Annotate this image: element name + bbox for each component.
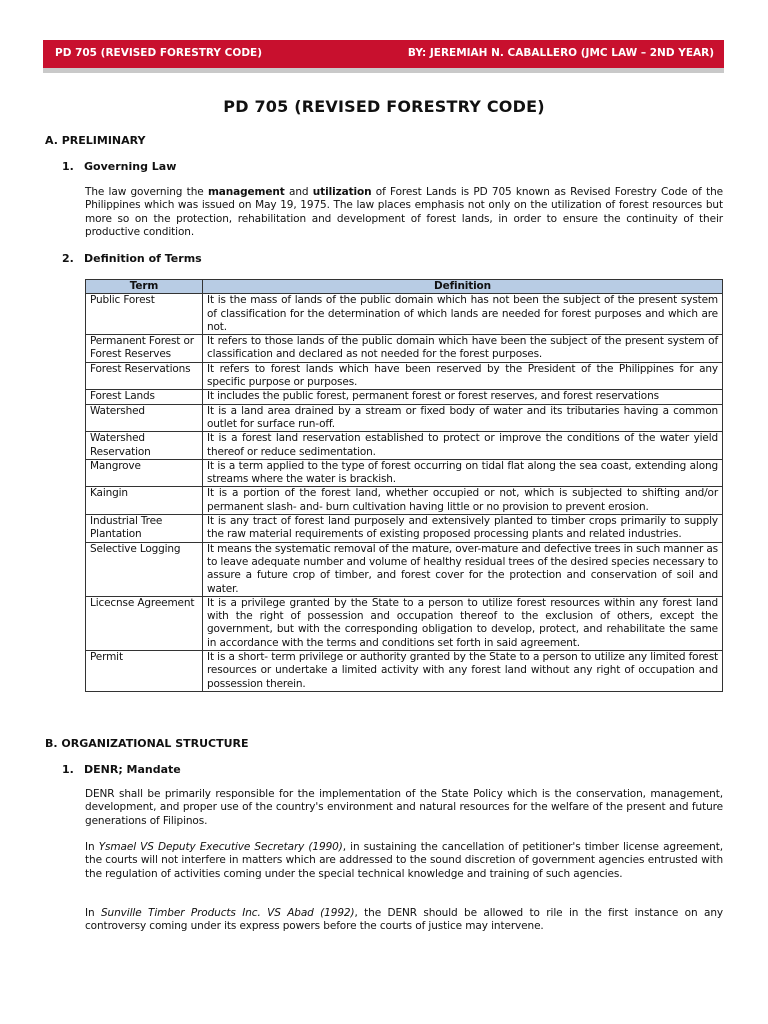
sunville-case-paragraph	[85, 907, 723, 934]
definition-cell: It is a short- term privilege or authority granted by the State to a person to utilize any limited forest resources or undertake a limited activity with any forest land without any right of occupation and possession therein.	[203, 651, 723, 692]
definition-cell: It is any tract of forest land purposely and extensively planted to timber crops primarily to supply the raw material requirements of existing proposed processing plants and related industries.	[203, 515, 723, 543]
definition-cell: It means the systematic removal of the mature, over-mature and defective trees in such manner as to leave adequate number and volume of healthy residual trees of the desired species necessary to assure a future crop of timber, and forest cover for the protection and conservation of soil and water.	[203, 542, 723, 596]
ysmael-case-paragraph	[85, 841, 723, 881]
term-cell: Kaingin	[86, 487, 203, 515]
table-body	[86, 294, 723, 692]
definition-cell: It is a privilege granted by the State to a person to utilize forest resources within any forest land with the right of possession and occupation thereof to the exclusion of others, except the government, but with the corresponding obligation to develop, protect, and rehabilitate the same in accordance with the terms and conditions set forth in said agreement.	[203, 596, 723, 650]
subsection-definition-of-terms	[62, 252, 202, 265]
text-run: , the DENR should be allowed to rile in the first instance on any controversy coming under its express powers before the courts of justice may intervene.	[85, 907, 723, 933]
document-title: PD 705 (REVISED FORESTRY CODE)	[223, 97, 545, 116]
page-header-bar	[43, 40, 724, 68]
header-right-text: BY: JEREMIAH N. CABALLERO (JMC LAW – 2ND YEAR)	[407, 47, 714, 59]
table-row	[86, 542, 723, 596]
definition-cell: It is the mass of lands of the public domain which has not been the subject of the present system of classification for the determination of which lands are needed for forest purposes and which are not.	[203, 294, 723, 335]
definition-cell: It is a term applied to the type of forest occurring on tidal flat along the sea coast, extending along streams where the water is brackish.	[203, 459, 723, 487]
header-divider	[43, 68, 724, 73]
definition-cell: It includes the public forest, permanent forest or forest reserves, and forest reservations	[203, 390, 723, 404]
subsection-governing-law	[62, 160, 176, 173]
table-row	[86, 487, 723, 515]
table-row	[86, 335, 723, 363]
definition-cell: It refers to those lands of the public domain which have been the subject of the present system of classification and declared as not needed for the forest purposes.	[203, 335, 723, 363]
definition-cell: It is a land area drained by a stream or fixed body of water and its tributaries having a common outlet for surface run-off.	[203, 404, 723, 432]
definition-cell: It is a forest land reservation established to protect or improve the conditions of the water yield thereof or reduce sedimentation.	[203, 432, 723, 460]
term-cell: Watershed	[86, 404, 203, 432]
subsection-heading: Governing Law	[84, 160, 177, 173]
table-header-row	[86, 280, 723, 294]
header-left-text: PD 705 (REVISED FORESTRY CODE)	[55, 47, 263, 59]
table-row	[86, 404, 723, 432]
term-cell: Industrial Tree Plantation	[86, 515, 203, 543]
term-cell: Forest Reservations	[86, 362, 203, 390]
subsection-number: 2.	[62, 252, 74, 265]
subsection-number: 1.	[62, 763, 74, 776]
table-row	[86, 651, 723, 692]
table-row	[86, 294, 723, 335]
term-cell: Selective Logging	[86, 542, 203, 596]
case-citation: Sunville Timber Products Inc. VS Abad (1992)	[100, 907, 355, 919]
column-header-term: Term	[86, 280, 203, 294]
text-run: In	[85, 907, 101, 919]
term-cell: Licecnse Agreement	[86, 596, 203, 650]
term-cell: Forest Lands	[86, 390, 203, 404]
subsection-number: 1.	[62, 160, 74, 173]
table-row	[86, 432, 723, 460]
subsection-heading: DENR; Mandate	[84, 763, 181, 776]
bold-term: utilization	[312, 186, 372, 198]
text-run: The law governing the	[85, 186, 208, 198]
table-row	[86, 515, 723, 543]
table-row	[86, 390, 723, 404]
term-cell: Public Forest	[86, 294, 203, 335]
subsection-denr-mandate	[62, 763, 181, 776]
definition-cell: It refers to forest lands which have been reserved by the President of the Philippines for any specific purpose or purposes.	[203, 362, 723, 390]
table-row	[86, 596, 723, 650]
denr-mandate-paragraph: DENR shall be primarily responsible for the implementation of the State Policy which is the conservation, management, development, and proper use of the country's environment and natural resources for the welfare of the present and future generations of Filipinos.	[85, 788, 723, 827]
definitions-table	[85, 279, 723, 692]
table-row	[86, 459, 723, 487]
term-cell: Mangrove	[86, 459, 203, 487]
text-run: , in sustaining the cancellation of petitioner's timber license agreement, the courts will not interfere in matters which are addressed to the sound discretion of government agencies entrusted with the regulation of activities coming under the special technical knowledge and training of such agencies.	[85, 841, 723, 880]
subsection-heading: Definition of Terms	[84, 252, 202, 265]
section-b-heading: B. ORGANIZATIONAL STRUCTURE	[45, 737, 249, 750]
text-run: In	[85, 841, 99, 853]
text-run: of Forest Lands is PD 705 known as Revised Forestry Code of the Philippines which was issued on May 19, 1975. The law places emphasis not only on the utilization of forest resources but more so on the protection, rehabilitation and development of forest lands, in order to ensure the continuity of their productive condition.	[85, 186, 723, 238]
section-a-heading: A. PRELIMINARY	[45, 134, 146, 147]
column-header-definition: Definition	[203, 280, 723, 294]
term-cell: Permit	[86, 651, 203, 692]
term-cell: Watershed Reservation	[86, 432, 203, 460]
case-citation: Ysmael VS Deputy Executive Secretary (1990)	[98, 841, 343, 853]
bold-term: management	[207, 186, 285, 198]
term-cell: Permanent Forest or Forest Reserves	[86, 335, 203, 363]
definition-cell: It is a portion of the forest land, whether occupied or not, which is subjected to shifting and/or permanent slash- and- burn cultivation having little or no provision to prevent erosion.	[203, 487, 723, 515]
governing-law-paragraph	[85, 186, 723, 239]
text-run: and	[284, 186, 313, 198]
table-row	[86, 362, 723, 390]
